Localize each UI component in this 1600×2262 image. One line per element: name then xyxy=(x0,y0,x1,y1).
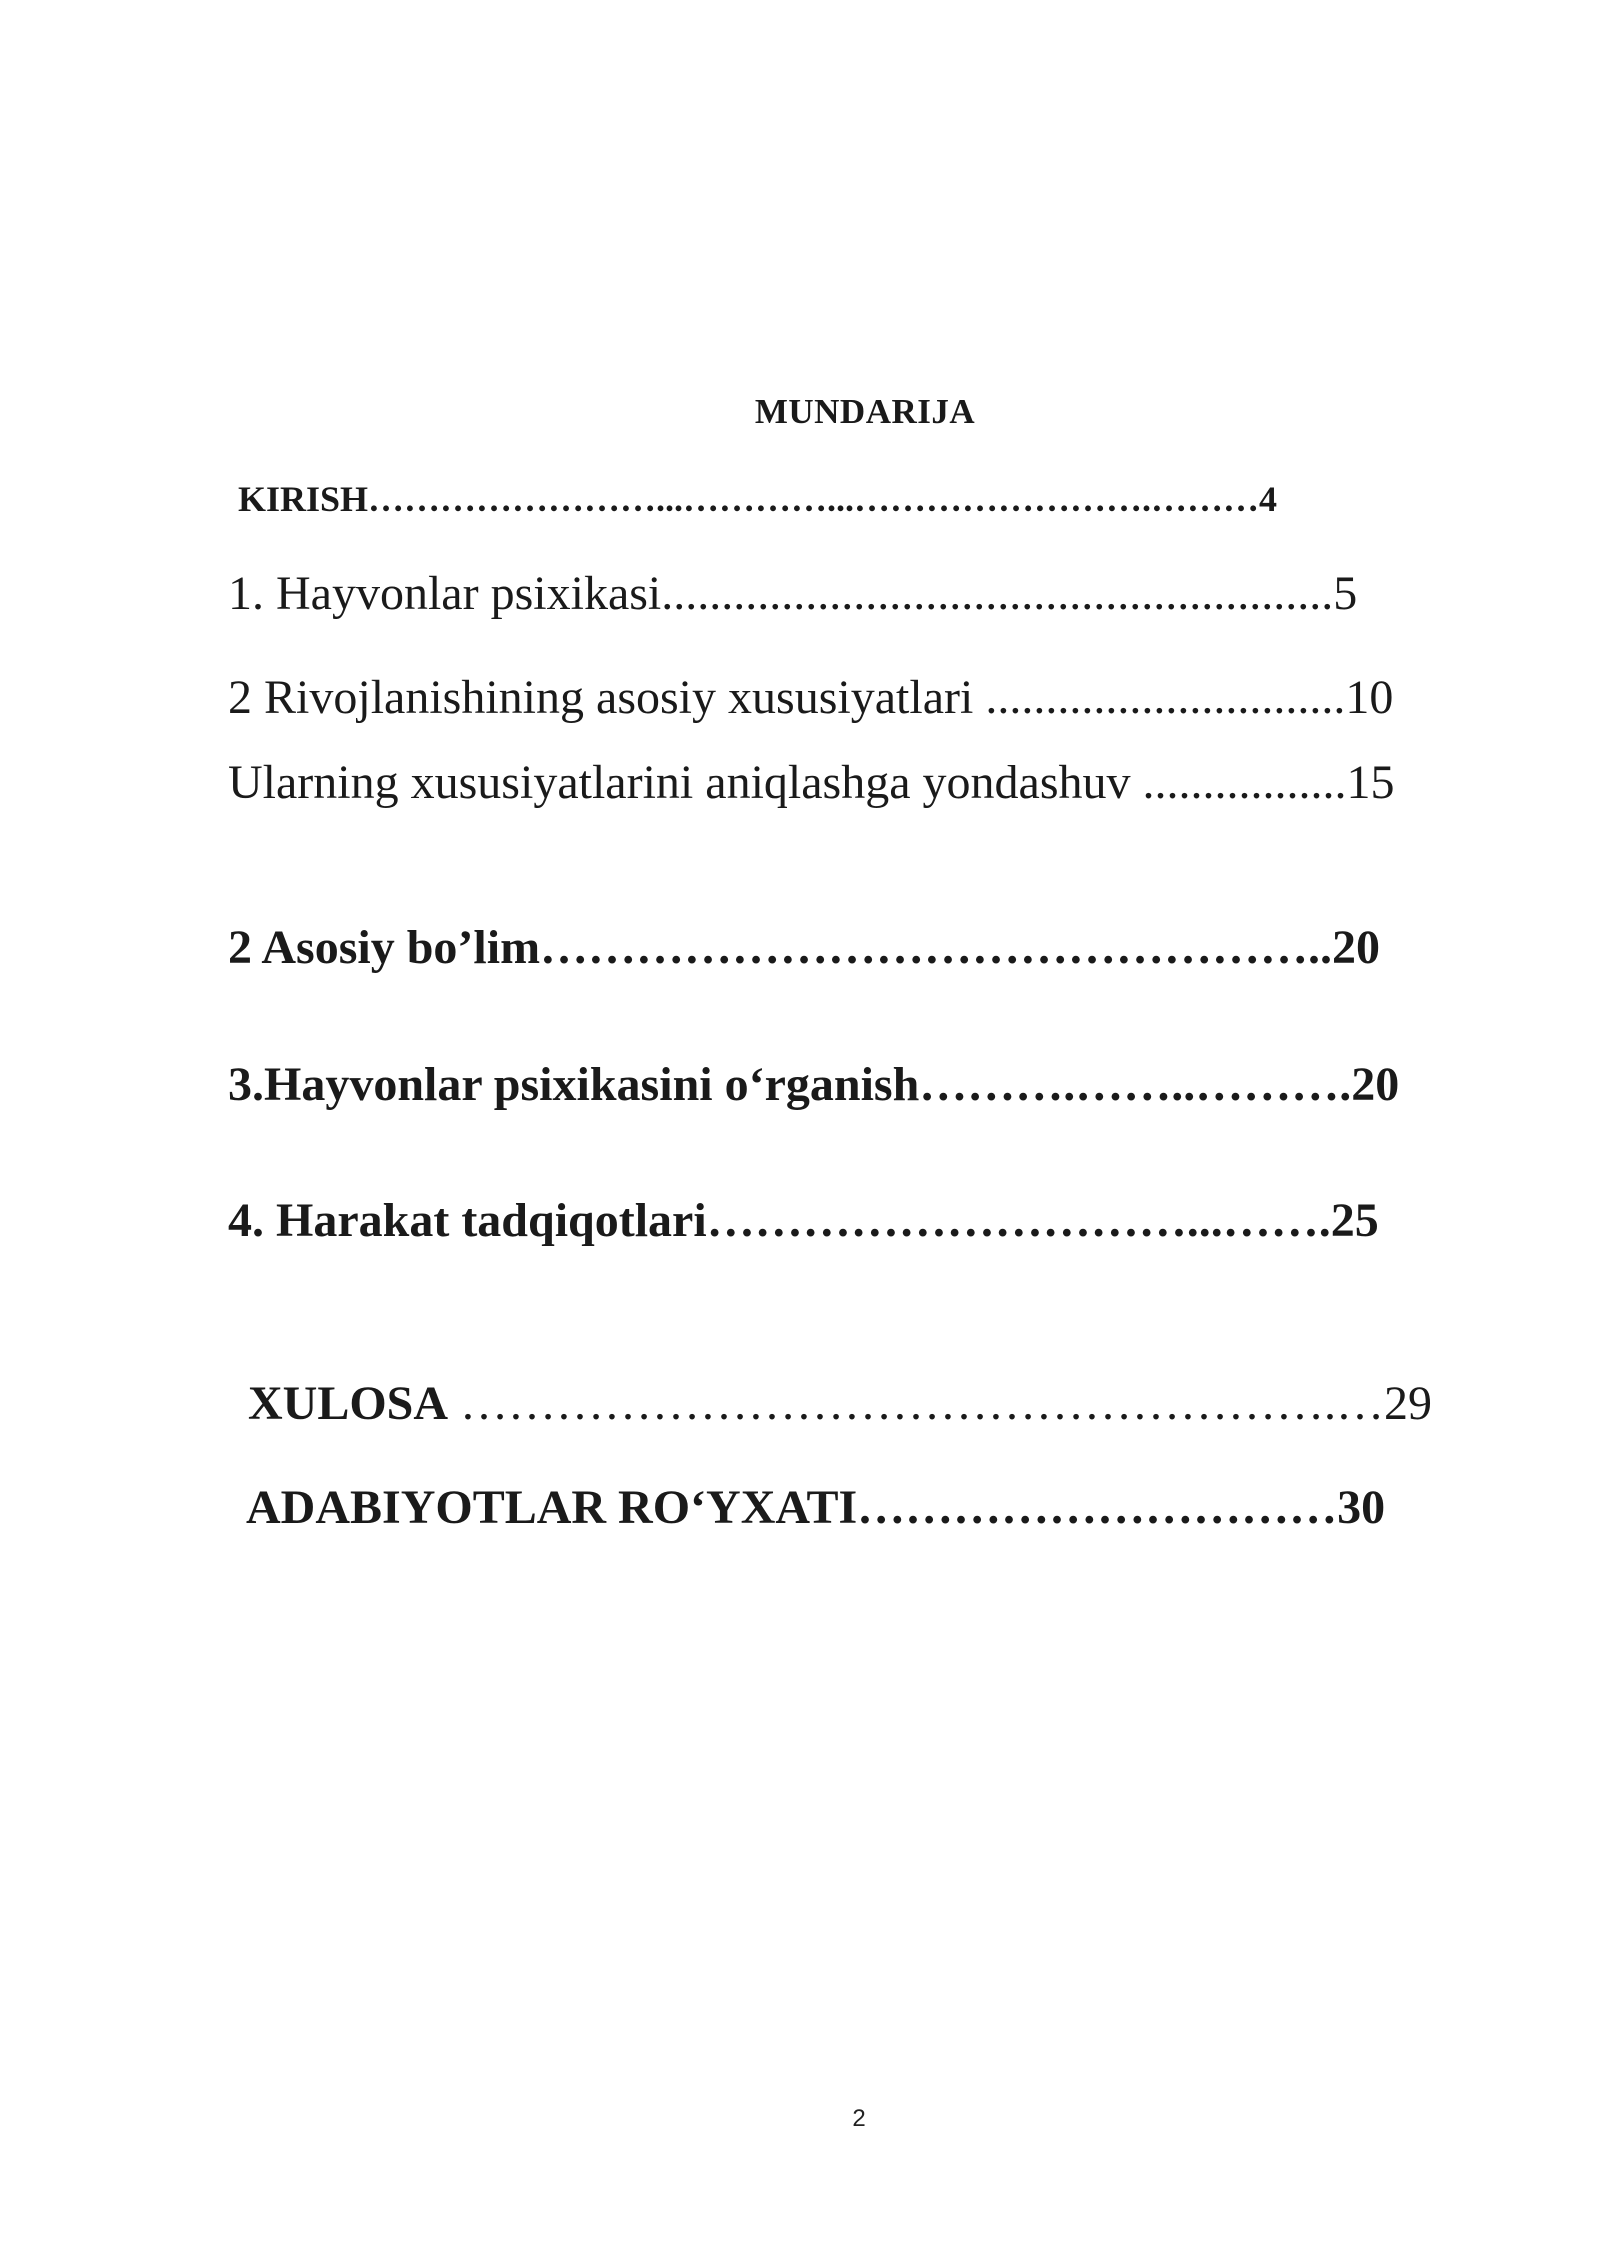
toc-entry-xulosa-label: XULOSA xyxy=(248,1377,449,1430)
toc-entry-adabiyotlar: ADABIYOTLAR RO‘YXATI…………………………30 xyxy=(246,1481,1386,1534)
toc-entry-psixikasini-organish: 3.Hayvonlar psixikasini o‘rganish……….……..……….20 xyxy=(228,1058,1400,1111)
toc-entry-xulosa-leader: ……………………………………………….…29 xyxy=(448,1377,1433,1430)
toc-entry-kirish: KIRISH……………………...…………...…………………….………4 xyxy=(238,479,1278,519)
page-number: 2 xyxy=(852,2105,866,2132)
toc-entry-hayvonlar-psixikasi: 1. Hayvonlar psixikasi........................................................5 xyxy=(228,567,1358,620)
toc-entry-harakat-tadqiqotlari: 4. Harakat tadqiqotlari…………………………...…….25 xyxy=(228,1194,1379,1247)
toc-entry-xulosa xyxy=(248,1376,1432,1431)
toc-entry-ularning-xususiyatlari: Ularning xususiyatlarini aniqlashga yondashuv .................15 xyxy=(228,756,1395,809)
toc-entry-asosiy-bolim: 2 Asosiy bo’lim…………………………………………..20 xyxy=(228,921,1381,974)
toc-title: MUNDARIJA xyxy=(754,392,976,431)
toc-entry-rivojlanishining: 2 Rivojlanishining asosiy xususiyatlari ..............................10 xyxy=(228,671,1394,724)
